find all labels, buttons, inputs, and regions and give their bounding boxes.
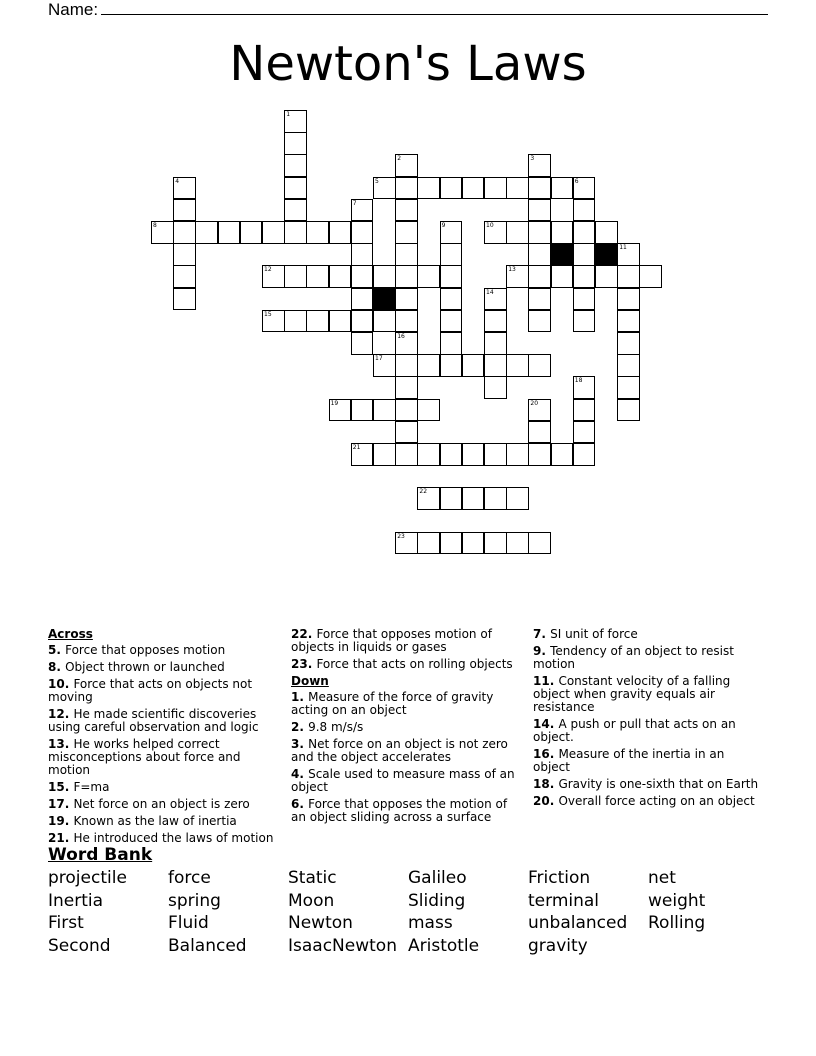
clue bbox=[533, 645, 765, 671]
crossword-cell[interactable] bbox=[173, 199, 196, 222]
clue-text: Force that acts on objects not moving bbox=[48, 677, 253, 704]
crossword-cell[interactable] bbox=[284, 177, 307, 200]
crossword-cell[interactable] bbox=[617, 332, 640, 355]
clue bbox=[291, 628, 521, 654]
crossword-cell[interactable] bbox=[373, 354, 396, 377]
crossword-cell[interactable] bbox=[484, 310, 507, 333]
clue-number-label: 9. bbox=[533, 644, 551, 658]
clue-number: 22 bbox=[419, 488, 428, 496]
clue-number: 11 bbox=[619, 244, 627, 252]
clue-number: 23 bbox=[397, 532, 405, 540]
crossword-cell[interactable] bbox=[417, 443, 440, 466]
crossword-black-cell bbox=[373, 288, 396, 311]
crossword-cell[interactable] bbox=[440, 487, 463, 510]
clue-text: He works helped correct misconceptions about force and motion bbox=[48, 737, 241, 777]
clue-number: 21 bbox=[352, 444, 361, 451]
crossword-cell[interactable] bbox=[551, 265, 574, 288]
crossword-cell[interactable] bbox=[306, 221, 329, 244]
clue bbox=[48, 708, 280, 734]
crossword-cell[interactable] bbox=[417, 399, 440, 422]
word-bank-item: force bbox=[168, 868, 211, 888]
crossword-cell[interactable] bbox=[462, 354, 485, 377]
clue-number: 13 bbox=[508, 266, 516, 274]
clue bbox=[48, 678, 280, 704]
crossword-cell[interactable] bbox=[506, 177, 529, 200]
clue bbox=[533, 718, 765, 744]
crossword-cell[interactable] bbox=[284, 265, 307, 288]
crossword-cell[interactable] bbox=[617, 399, 640, 422]
clue-number-label: 8. bbox=[48, 660, 66, 674]
crossword-cell[interactable] bbox=[484, 332, 507, 355]
clue-number-label: 22. bbox=[291, 627, 317, 641]
clues-column-2 bbox=[291, 628, 521, 828]
crossword-cell[interactable] bbox=[528, 354, 551, 377]
clue bbox=[533, 675, 765, 714]
crossword-cell[interactable] bbox=[617, 288, 640, 311]
clue bbox=[533, 778, 765, 791]
crossword-cell[interactable] bbox=[617, 354, 640, 377]
clue-number: 14 bbox=[486, 288, 494, 296]
crossword-cell[interactable] bbox=[373, 177, 396, 200]
crossword-cell[interactable] bbox=[440, 221, 463, 244]
crossword-cell[interactable] bbox=[373, 399, 396, 422]
crossword-cell[interactable] bbox=[573, 421, 596, 444]
crossword-cell[interactable] bbox=[573, 177, 596, 200]
crossword-cell[interactable] bbox=[395, 354, 418, 377]
crossword-cell[interactable] bbox=[395, 532, 418, 555]
crossword-cell[interactable] bbox=[284, 110, 307, 133]
clue-number: 18 bbox=[574, 377, 583, 385]
crossword-cell[interactable] bbox=[506, 487, 529, 510]
crossword-cell[interactable] bbox=[395, 376, 418, 399]
crossword-cell[interactable] bbox=[506, 443, 529, 466]
crossword-cell[interactable] bbox=[440, 310, 463, 333]
word-bank-item: gravity bbox=[528, 935, 588, 956]
crossword-black-cell bbox=[551, 243, 574, 266]
crossword-cell[interactable] bbox=[462, 443, 485, 466]
clue-text: Measure of the inertia in an object bbox=[533, 747, 725, 774]
crossword-cell[interactable] bbox=[506, 532, 529, 555]
word-bank-item: Moon bbox=[288, 890, 335, 911]
word-bank-item: terminal bbox=[528, 890, 600, 911]
clue-number-label: 3. bbox=[291, 737, 309, 751]
word-bank-item: First bbox=[48, 913, 84, 933]
crossword-cell[interactable] bbox=[395, 243, 418, 266]
clue-text: He made scientific discoveries using careful observation and logic bbox=[48, 707, 259, 734]
crossword-cell[interactable] bbox=[195, 221, 218, 244]
crossword-cell[interactable] bbox=[528, 199, 551, 222]
crossword-cell[interactable] bbox=[440, 288, 463, 311]
word-bank-item bbox=[648, 935, 768, 958]
crossword-cell[interactable] bbox=[351, 243, 374, 266]
crossword-cell[interactable] bbox=[262, 265, 285, 288]
crossword-cell[interactable] bbox=[484, 487, 507, 510]
crossword-cell[interactable] bbox=[395, 265, 418, 288]
clue-text: Constant velocity of a falling object when gravity equals air resistance bbox=[533, 674, 731, 714]
word-bank-item: Fluid bbox=[168, 913, 209, 933]
clue-number-label: 13. bbox=[48, 737, 74, 751]
crossword-cell[interactable] bbox=[329, 399, 352, 422]
clue-number: 2 bbox=[397, 155, 402, 163]
crossword-cell[interactable] bbox=[262, 221, 285, 244]
crossword-cell[interactable] bbox=[551, 177, 574, 200]
clue bbox=[533, 795, 765, 808]
crossword-cell[interactable] bbox=[417, 177, 440, 200]
crossword-cell[interactable] bbox=[528, 177, 551, 200]
clue-text: 9.8 m/s/s bbox=[308, 720, 364, 734]
crossword-cell[interactable] bbox=[440, 443, 463, 466]
crossword-cell[interactable] bbox=[440, 354, 463, 377]
crossword-cell[interactable] bbox=[573, 221, 596, 244]
clue-number: 5 bbox=[375, 177, 379, 185]
crossword-cell[interactable] bbox=[329, 221, 352, 244]
clue-number: 15 bbox=[264, 310, 272, 318]
name-label: Name: bbox=[48, 0, 99, 19]
crossword-cell[interactable] bbox=[417, 487, 440, 510]
clue-number-label: 19. bbox=[48, 814, 74, 828]
clue bbox=[291, 798, 521, 824]
word-bank-item: net bbox=[648, 868, 676, 888]
crossword-cell[interactable] bbox=[573, 399, 596, 422]
crossword-cell[interactable] bbox=[528, 421, 551, 444]
crossword-cell[interactable] bbox=[595, 265, 618, 288]
crossword-cell[interactable] bbox=[462, 177, 485, 200]
clue-number: 19 bbox=[330, 399, 339, 407]
crossword-cell[interactable] bbox=[306, 310, 329, 333]
clue-text: Tendency of an object to resist motion bbox=[533, 644, 734, 671]
clue-text: Measure of the force of gravity acting on an object bbox=[291, 690, 494, 717]
clue-number: 6 bbox=[574, 177, 579, 185]
crossword-cell[interactable] bbox=[440, 332, 463, 355]
crossword-cell[interactable] bbox=[462, 532, 485, 555]
clue bbox=[291, 658, 521, 671]
crossword-cell[interactable] bbox=[395, 421, 418, 444]
clue-number: 17 bbox=[375, 355, 383, 363]
crossword-cell[interactable] bbox=[617, 376, 640, 399]
clue-number: 1 bbox=[286, 111, 291, 118]
crossword-cell[interactable] bbox=[484, 288, 507, 311]
crossword-cell[interactable] bbox=[284, 199, 307, 222]
crossword-cell[interactable] bbox=[351, 310, 374, 333]
word-bank-item: Newton bbox=[288, 913, 353, 933]
crossword-cell[interactable] bbox=[329, 265, 352, 288]
crossword-cell[interactable] bbox=[173, 288, 196, 311]
crossword-cell[interactable] bbox=[617, 243, 640, 266]
clue-number-label: 10. bbox=[48, 677, 74, 691]
clue-number-label: 20. bbox=[533, 794, 559, 808]
clue-number-label: 4. bbox=[291, 767, 309, 781]
crossword-cell[interactable] bbox=[351, 199, 374, 222]
word-bank-item: spring bbox=[168, 890, 221, 911]
clue-text: Gravity is one-sixth that on Earth bbox=[558, 777, 759, 791]
crossword-cell[interactable] bbox=[573, 243, 596, 266]
crossword-cell[interactable] bbox=[484, 221, 507, 244]
crossword-cell[interactable] bbox=[351, 288, 374, 311]
clue bbox=[48, 781, 280, 794]
crossword-cell[interactable] bbox=[573, 310, 596, 333]
word-bank-item: Galileo bbox=[408, 868, 467, 888]
crossword-cell[interactable] bbox=[528, 221, 551, 244]
clue-number-label: 14. bbox=[533, 717, 559, 731]
clue bbox=[48, 798, 280, 811]
crossword-cell[interactable] bbox=[395, 154, 418, 177]
crossword-cell[interactable] bbox=[395, 177, 418, 200]
clue-text: He introduced the laws of motion bbox=[73, 831, 274, 845]
clue-number-label: 1. bbox=[291, 690, 309, 704]
crossword-cell[interactable] bbox=[617, 265, 640, 288]
crossword-cell[interactable] bbox=[417, 354, 440, 377]
clue-text: Overall force acting on an object bbox=[558, 794, 755, 808]
clue-text: Force that acts on rolling objects bbox=[316, 657, 513, 671]
crossword-cell[interactable] bbox=[528, 243, 551, 266]
clue-text: F=ma bbox=[73, 780, 110, 794]
clue-number: 20 bbox=[530, 399, 539, 407]
crossword-cell[interactable] bbox=[395, 221, 418, 244]
clue bbox=[48, 832, 280, 845]
crossword-cell[interactable] bbox=[351, 399, 374, 422]
crossword-cell[interactable] bbox=[484, 376, 507, 399]
crossword-cell[interactable] bbox=[373, 310, 396, 333]
crossword-cell[interactable] bbox=[551, 221, 574, 244]
across-heading: Across bbox=[48, 627, 93, 641]
crossword-cell[interactable] bbox=[284, 154, 307, 177]
crossword-cell[interactable] bbox=[573, 376, 596, 399]
word-bank-item: unbalanced bbox=[528, 913, 628, 933]
clue bbox=[48, 815, 280, 828]
clue-number: 16 bbox=[397, 333, 405, 340]
clues-column-3 bbox=[533, 628, 765, 812]
clue-number-label: 17. bbox=[48, 797, 74, 811]
crossword-cell[interactable] bbox=[639, 265, 662, 288]
crossword-cell[interactable] bbox=[617, 310, 640, 333]
clue-text: Force that opposes the motion of an object sliding across a surface bbox=[291, 797, 508, 824]
crossword-cell[interactable] bbox=[595, 221, 618, 244]
crossword-cell[interactable] bbox=[395, 332, 418, 355]
crossword-cell[interactable] bbox=[329, 310, 352, 333]
crossword-cell[interactable] bbox=[440, 265, 463, 288]
clue-number: 8 bbox=[153, 222, 157, 229]
crossword-cell[interactable] bbox=[573, 443, 596, 466]
clue-number: 12 bbox=[264, 266, 272, 274]
crossword-cell[interactable] bbox=[306, 265, 329, 288]
word-bank-item: Second bbox=[48, 935, 111, 956]
word-bank-item: Aristotle bbox=[408, 935, 480, 956]
crossword-cell[interactable] bbox=[173, 243, 196, 266]
crossword-cell[interactable] bbox=[373, 443, 396, 466]
crossword-cell[interactable] bbox=[528, 288, 551, 311]
clue bbox=[291, 691, 521, 717]
crossword-cell[interactable] bbox=[506, 221, 529, 244]
clue-number-label: 6. bbox=[291, 797, 309, 811]
clue-number: 3 bbox=[530, 155, 535, 163]
crossword-cell[interactable] bbox=[484, 177, 507, 200]
clues-column-1 bbox=[48, 628, 280, 849]
crossword-cell[interactable] bbox=[417, 265, 440, 288]
clue-number: 4 bbox=[175, 177, 180, 185]
crossword-cell[interactable] bbox=[551, 443, 574, 466]
clue bbox=[533, 628, 765, 641]
crossword-cell[interactable] bbox=[284, 221, 307, 244]
clue bbox=[48, 644, 280, 657]
crossword-cell[interactable] bbox=[528, 443, 551, 466]
page-title: Newton's Laws bbox=[229, 36, 587, 92]
word-bank-item: Static bbox=[288, 868, 337, 888]
crossword-cell[interactable] bbox=[173, 177, 196, 200]
word-bank bbox=[48, 867, 768, 957]
clue-number-label: 2. bbox=[291, 720, 309, 734]
crossword-cell[interactable] bbox=[573, 265, 596, 288]
clue-text: Net force on an object is not zero and the object accelerates bbox=[291, 737, 508, 764]
crossword-cell[interactable] bbox=[240, 221, 263, 244]
word-bank-item: Rolling bbox=[648, 913, 706, 933]
crossword-cell[interactable] bbox=[351, 221, 374, 244]
crossword-cell[interactable] bbox=[218, 221, 241, 244]
crossword-cell[interactable] bbox=[173, 221, 196, 244]
crossword-cell[interactable] bbox=[484, 443, 507, 466]
word-bank-item: IsaacNewton bbox=[288, 935, 397, 956]
crossword-cell[interactable] bbox=[373, 265, 396, 288]
crossword-cell[interactable] bbox=[506, 354, 529, 377]
clue bbox=[291, 721, 521, 734]
clue-text: Known as the law of inertia bbox=[73, 814, 237, 828]
crossword-cell[interactable] bbox=[395, 288, 418, 311]
clue-text: Object thrown or launched bbox=[65, 660, 225, 674]
crossword-cell[interactable] bbox=[528, 154, 551, 177]
clue-number-label: 5. bbox=[48, 643, 66, 657]
crossword-cell[interactable] bbox=[573, 199, 596, 222]
clue-number-label: 23. bbox=[291, 657, 317, 671]
crossword-cell[interactable] bbox=[528, 310, 551, 333]
crossword-cell[interactable] bbox=[484, 532, 507, 555]
crossword-cell[interactable] bbox=[173, 265, 196, 288]
clue-number-label: 15. bbox=[48, 780, 74, 794]
clue-number-label: 21. bbox=[48, 831, 74, 845]
crossword-cell[interactable] bbox=[395, 443, 418, 466]
clue-number-label: 7. bbox=[533, 627, 551, 641]
crossword-cell[interactable] bbox=[262, 310, 285, 333]
word-bank-item: projectile bbox=[48, 868, 127, 888]
word-bank-item: Friction bbox=[528, 868, 591, 888]
clue-number-label: 16. bbox=[533, 747, 559, 761]
crossword-cell[interactable] bbox=[484, 354, 507, 377]
crossword-cell[interactable] bbox=[395, 310, 418, 333]
crossword-cell[interactable] bbox=[528, 532, 551, 555]
word-bank-item: mass bbox=[408, 913, 453, 933]
clue bbox=[48, 661, 280, 674]
clue bbox=[48, 738, 280, 777]
crossword-cell[interactable] bbox=[440, 243, 463, 266]
word-bank-item: Sliding bbox=[408, 890, 466, 911]
clue-text: SI unit of force bbox=[550, 627, 638, 641]
crossword-cell[interactable] bbox=[284, 132, 307, 155]
word-bank-title: Word Bank bbox=[48, 845, 153, 865]
clue bbox=[291, 738, 521, 764]
clue-text: Force that opposes motion bbox=[65, 643, 226, 657]
crossword-cell[interactable] bbox=[417, 532, 440, 555]
crossword-cell[interactable] bbox=[573, 288, 596, 311]
clue-number-label: 18. bbox=[533, 777, 559, 791]
word-bank-item: Inertia bbox=[48, 890, 104, 911]
word-bank-item: Balanced bbox=[168, 935, 247, 956]
crossword-cell[interactable] bbox=[351, 265, 374, 288]
crossword-cell[interactable] bbox=[284, 310, 307, 333]
clue-text: A push or pull that acts on an object. bbox=[533, 717, 736, 744]
clue-number: 7 bbox=[352, 199, 357, 207]
clue-text: Force that opposes motion of objects in liquids or gases bbox=[291, 627, 492, 654]
clue-text: Net force on an object is zero bbox=[73, 797, 250, 811]
crossword-cell[interactable] bbox=[351, 332, 374, 355]
crossword-cell[interactable] bbox=[528, 265, 551, 288]
crossword-cell[interactable] bbox=[151, 221, 174, 244]
crossword-cell[interactable] bbox=[462, 487, 485, 510]
crossword-black-cell bbox=[595, 243, 618, 266]
clue-number: 9 bbox=[441, 222, 446, 229]
clue-number: 10 bbox=[486, 222, 494, 229]
crossword-cell[interactable] bbox=[528, 399, 551, 422]
crossword-cell[interactable] bbox=[351, 443, 374, 466]
crossword-cell[interactable] bbox=[440, 532, 463, 555]
down-heading: Down bbox=[291, 674, 329, 688]
crossword-cell[interactable] bbox=[440, 177, 463, 200]
clue bbox=[533, 748, 765, 774]
crossword-cell[interactable] bbox=[395, 199, 418, 222]
crossword-cell[interactable] bbox=[395, 399, 418, 422]
clue bbox=[291, 768, 521, 794]
crossword-cell[interactable] bbox=[506, 265, 529, 288]
clue-number-label: 11. bbox=[533, 674, 559, 688]
clue-number-label: 12. bbox=[48, 707, 74, 721]
word-bank-item: weight bbox=[648, 890, 706, 911]
clue-text: Scale used to measure mass of an object bbox=[291, 767, 515, 794]
